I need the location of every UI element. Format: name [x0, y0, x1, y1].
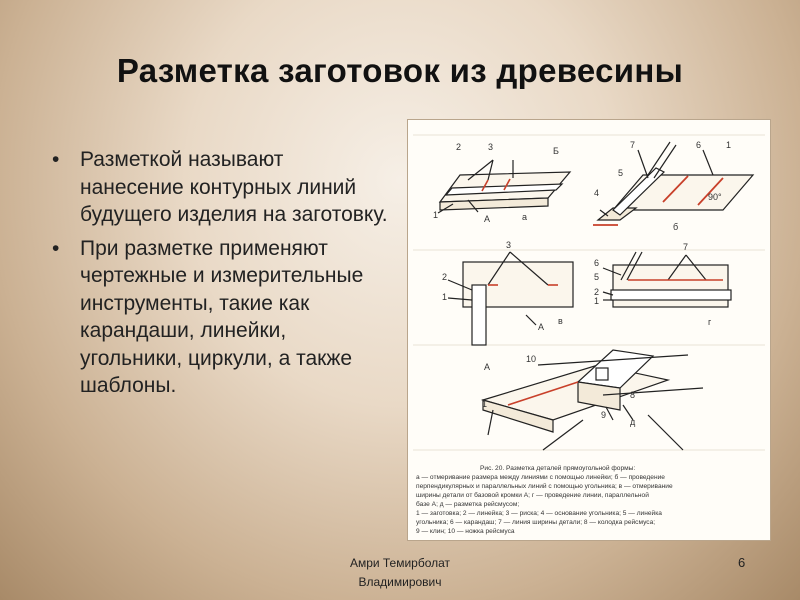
textbook-figure [407, 119, 771, 541]
slide-title: Разметка заготовок из древесины [116, 52, 684, 89]
figure-label: 1 [726, 140, 732, 150]
footer-author [300, 554, 500, 592]
figure-label: А [484, 362, 491, 372]
figure-label: г [708, 317, 712, 327]
figure-label: 1 [442, 292, 448, 302]
figure-label: в [558, 316, 563, 326]
bullet-marker: • [52, 148, 60, 171]
figure-label: 2 [456, 142, 462, 152]
caption-line: ширины детали от базовой кромки А; г — проведение линии, параллельной [416, 492, 649, 499]
bullet-marker: • [52, 236, 60, 260]
figure-label: 8 [630, 390, 636, 400]
bullet-text: При разметке применяют чертежные и измерительные инструменты, такие как карандаши, линейки, угольники, циркули, а также шаблоны. [80, 236, 364, 397]
figure-label: 2 [594, 287, 600, 297]
figure-label: д [630, 417, 636, 427]
caption-line: базе А; д — разметка рейсмусом; [416, 501, 520, 508]
figure-label: 5 [594, 272, 600, 282]
figure-label: 6 [594, 258, 600, 268]
figure-label: А [484, 214, 491, 224]
caption-line: перпендикулярных и параллельных линий с помощью угольника; в — отмеривание [416, 483, 673, 490]
figure-label: 3 [506, 240, 512, 250]
figure-label: 1 [433, 210, 439, 220]
author-patronymic: Владимирович [358, 575, 442, 589]
caption-line: а — отмеривание размера между линиями с помощью линейки; б — проведение [416, 474, 665, 481]
figure-label: Б [553, 146, 559, 156]
figure-label: 4 [594, 188, 600, 198]
figure-caption [416, 464, 673, 535]
caption-line: 9 — клин; 10 — ножка рейсмуса [416, 528, 515, 535]
figure-label: 3 [488, 142, 494, 152]
figure-label: 7 [630, 140, 636, 150]
figure-label: а [522, 212, 528, 222]
bullet-item [52, 146, 392, 229]
figure-label: 10 [526, 354, 537, 364]
figure-label: 1 [594, 296, 600, 306]
figure-label: 2 [442, 272, 448, 282]
drawing-a [438, 160, 570, 213]
author-name: Амри Темирболат [349, 556, 451, 570]
bullet-text: Разметкой называют нанесение контурных линий будущего изделия на заготовку. [80, 148, 388, 226]
drawing-b [598, 142, 753, 220]
caption-line: угольника; 6 — карандаш; 7 — линия ширины детали; 8 — колодка рейсмуса; [416, 519, 656, 526]
slide-number: 6 [738, 555, 746, 570]
figure-label: 9 [601, 410, 607, 420]
figure-label: 1 [482, 399, 488, 409]
figure-label: 90° [708, 192, 722, 202]
caption-line: Рис. 20. Разметка деталей прямоугольной формы: [480, 465, 636, 472]
figure-label: 6 [696, 140, 702, 150]
figure-label: А [538, 322, 545, 332]
drawing-v [448, 252, 573, 345]
figure-label: 5 [618, 168, 624, 178]
caption-line: 1 — заготовка; 2 — линейка; 3 — риска; 4 — основание угольника; 5 — линейка [416, 510, 662, 517]
figure-label: б [673, 222, 679, 232]
marking-illustration [408, 120, 770, 540]
bullet-list [52, 146, 392, 406]
drawing-d [483, 350, 703, 450]
bullet-item [52, 235, 392, 400]
figure-label: 7 [683, 242, 689, 252]
